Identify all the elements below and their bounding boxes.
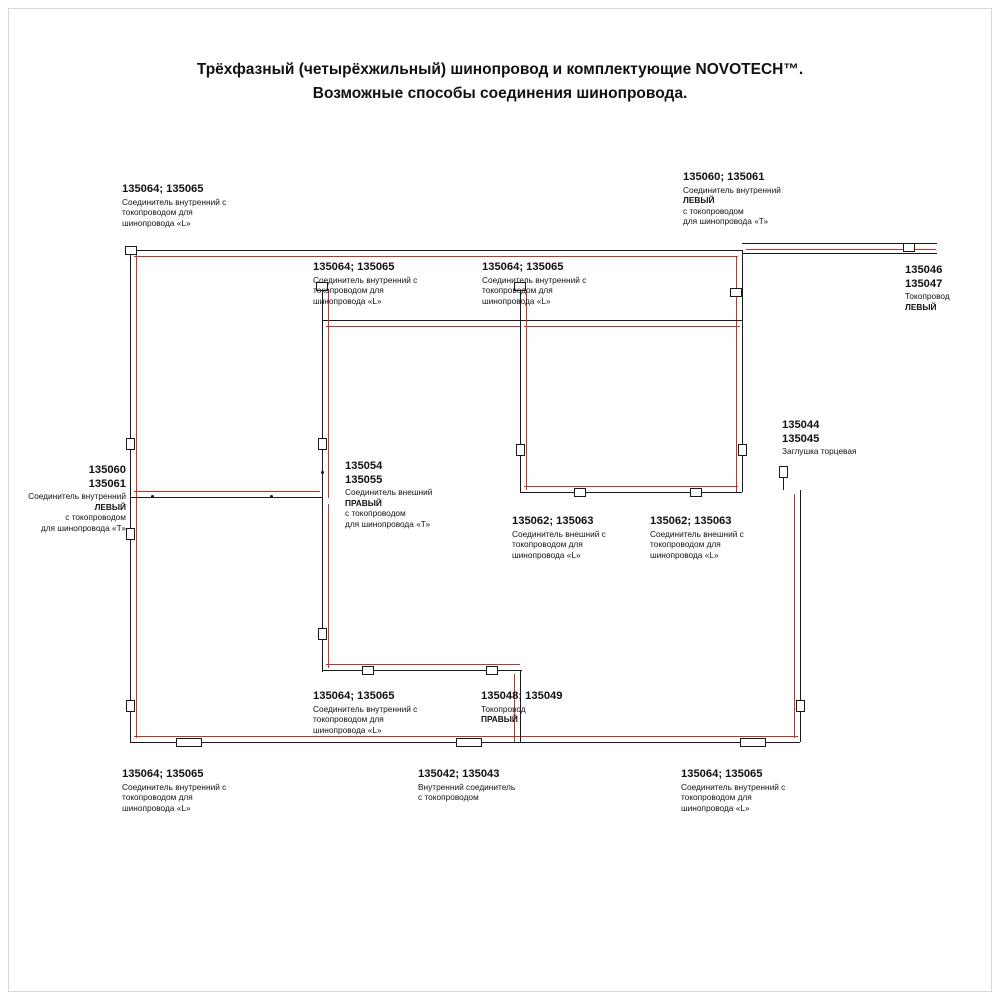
conductor-inner-mid-vert: [526, 290, 527, 490]
track-segment-inner-top-left: [322, 320, 522, 321]
track-segment-top-right-2: [742, 253, 937, 254]
conductor-lower-inner-bottom: [326, 664, 520, 665]
connector-top-left-corner: [125, 246, 137, 255]
label-mid-top-inner-L-1: 135064; 135065 Соединитель внутренний с токопроводом для шинопровода «L»: [313, 261, 418, 306]
label-bottom-center-inner: 135042; 135043 Внутренний соединитель с токопроводом: [418, 768, 516, 802]
connector-track-right-end: [903, 243, 915, 252]
label-outer-L-2: 135062; 135063 Соединитель внешний с токопроводом для шинопровода «L»: [650, 515, 744, 560]
label-bottom-right-inner-L: 135064; 135065 Соединитель внутренний с токопроводом для шинопровода «L»: [681, 768, 786, 813]
connector-bottom-inner-left: [362, 666, 374, 675]
label-mid-top-inner-L-2: 135064; 135065 Соединитель внутренний с токопроводом для шинопровода «L»: [482, 261, 587, 306]
connector-inner-mid-vert-box: [516, 444, 525, 456]
connector-bottom-center: [456, 738, 482, 747]
track-segment-mid-left: [130, 497, 322, 498]
label-outer-L-1: 135062; 135063 Соединитель внешний с токопроводом для шинопровода «L»: [512, 515, 606, 560]
connector-bottom-inner-right: [486, 666, 498, 675]
label-left-inner-left-T: 135060 135061 Соединитель внутренний ЛЕВЫЙ с токопроводом для шинопровода «Т»: [28, 464, 126, 533]
label-bottom-left-inner-L: 135064; 135065 Соединитель внутренний с токопроводом для шинопровода «L»: [122, 768, 227, 813]
title-line-2: Возможные способы соединения шинопровода.: [312, 85, 688, 102]
label-right-track-left: 135046 135047 Токопровод ЛЕВЫЙ: [905, 264, 950, 312]
conductor-inner-left: [328, 290, 329, 498]
connector-top-right-T: [730, 288, 742, 297]
label-track-right: 135048; 135049 Токопровод ПРАВЫЙ: [481, 690, 563, 724]
connector-right-upper-vert-box: [738, 444, 747, 456]
track-segment-center-vert: [322, 500, 323, 672]
conductor-outer-top: [134, 256, 738, 257]
conductor-outer-left: [136, 254, 137, 738]
connector-bottom-right: [740, 738, 766, 747]
track-segment-upper-inner-bottom: [520, 492, 742, 493]
conductor-upper-inner-bottom: [524, 486, 738, 487]
conductor-inner-top-left: [326, 326, 520, 327]
connector-right-lower: [796, 700, 805, 712]
label-top-right-inner-left-T: 135060; 135061 Соединитель внутренний ЛЕВЫЙ с токопроводом для шинопровода «Т»: [683, 171, 781, 226]
label-end-cap: 135044 135045 Заглушка торцевая: [782, 419, 857, 456]
connector-inner-left-lower: [318, 628, 327, 640]
track-segment-inner-top-right: [520, 320, 742, 321]
conductor-center-vert: [328, 504, 329, 668]
label-top-left-inner-L: 135064; 135065 Соединитель внутренний с токопроводом для шинопровода «L»: [122, 183, 227, 228]
track-segment-outer-top: [130, 250, 742, 251]
junction-dot-left: [151, 495, 154, 498]
connector-endcap: [779, 466, 788, 478]
conductor-outer-bottom: [134, 736, 798, 737]
connector-left-mid-upper: [126, 438, 135, 450]
connector-bottom-left: [176, 738, 202, 747]
connector-left-mid-lower: [126, 528, 135, 540]
track-segment-inner-mid-vert-2: [520, 320, 521, 492]
conductor-mid-left: [134, 491, 320, 492]
conductor-outer-right: [794, 494, 795, 738]
connector-outer-L-left: [574, 488, 586, 497]
track-segment-outer-left: [130, 250, 131, 742]
junction-dot-inner: [321, 471, 324, 474]
label-center-outer-right-T: 135054 135055 Соединитель внешний ПРАВЫЙ с токопроводом для шинопровода «Т»: [345, 460, 433, 529]
connector-outer-L-right: [690, 488, 702, 497]
title-line-1: Трёхфазный (четырёхжильный) шинопровод и комплектующие NOVOTECH™.: [196, 61, 804, 78]
connector-inner-left-mid: [318, 438, 327, 450]
conductor-inner-top-right: [524, 326, 740, 327]
connector-left-bottom: [126, 700, 135, 712]
label-bottom-mid-inner-L: 135064; 135065 Соединитель внутренний с токопроводом для шинопровода «L»: [313, 690, 418, 735]
junction-dot-center: [270, 495, 273, 498]
